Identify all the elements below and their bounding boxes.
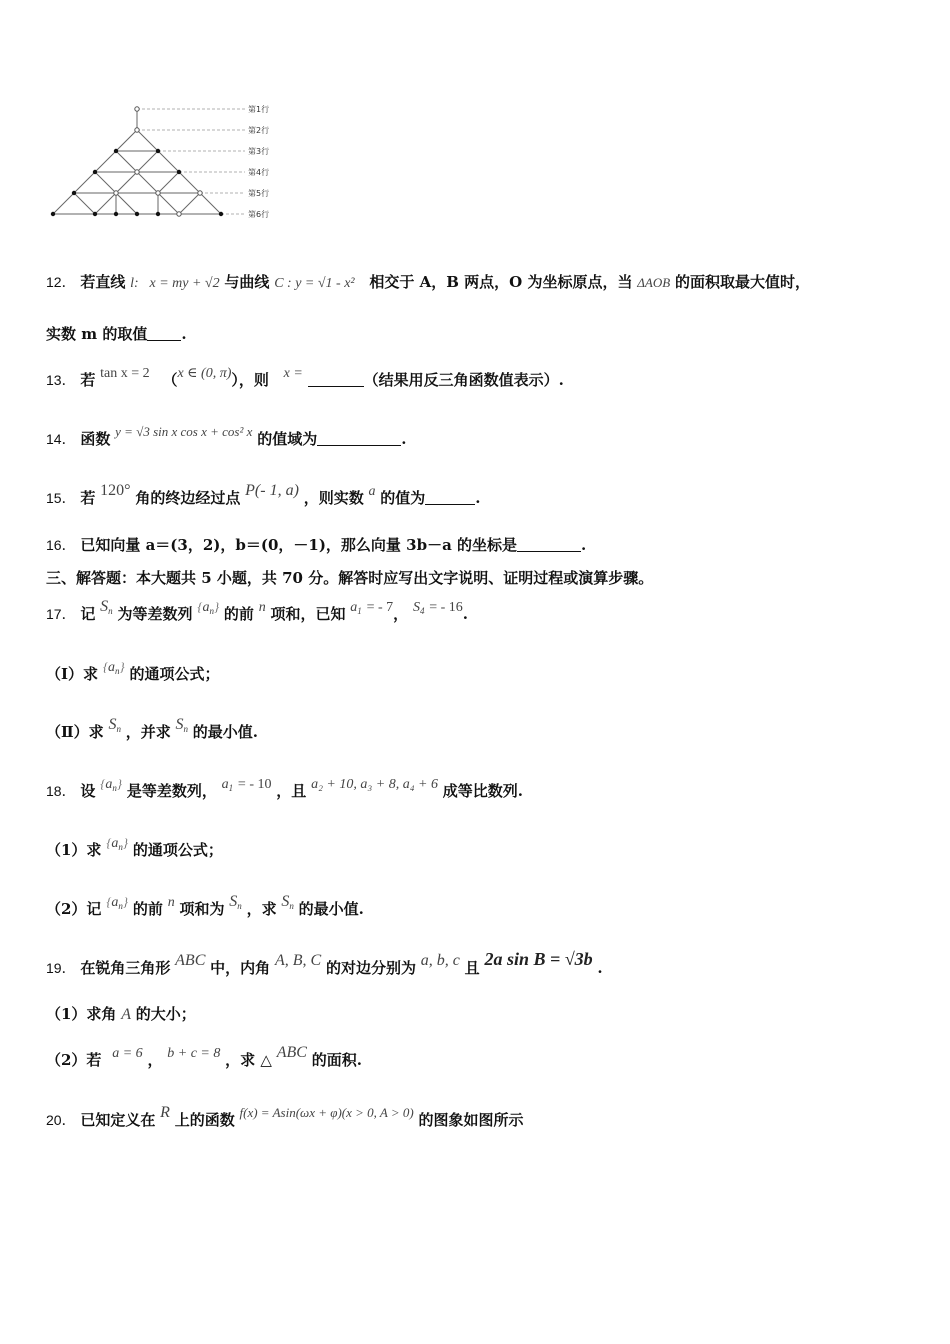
question-12-cont: 实数 m 的取值 .: [46, 325, 187, 343]
question-19-part-2: （2）若 a = 6 ， b + c = 8 ，求 △ ABC 的面积.: [46, 1044, 362, 1069]
question-19-part-1: （1）求角 A 的大小；: [46, 1005, 196, 1023]
triangle-lattice-figure: [40, 100, 280, 220]
question-13: 13． 若 tan x = 2 （x ∈ (0, π)），则 x = （结果用反三角函数值表示）.: [46, 366, 564, 389]
row-label-3: 第3行: [248, 147, 270, 156]
lattice-lines: [53, 109, 221, 214]
question-18-part-1: （1）求 $\{a_n\}$ 的通项公式；: [46, 835, 223, 859]
line-equation: x = my + √2: [149, 276, 220, 291]
point-p: P(- 1, a): [245, 482, 299, 499]
question-19: 19． 在锐角三角形 ABC 中，内角 A, B, C 的对边分别为 a, b, c 且 2a sin B = √3b .: [46, 949, 603, 977]
question-20: 20． 已知定义在 R 上的函数 f(x) = Asin(ωx + φ)(x > 0, A > 0) 的图象如图所示: [46, 1104, 524, 1129]
function-expression: y = √3 sin x cos x + cos² x: [115, 424, 253, 439]
answer-blank-16: [517, 537, 581, 552]
question-17-part-2: （Ⅱ）求 $S_n$ ，并求 $S_n$ 的最小值.: [46, 716, 259, 741]
question-17-part-1: （Ⅰ）求 $\{a_n\}$ 的通项公式；: [46, 659, 220, 683]
answer-blank-15: [425, 490, 475, 505]
answer-blank-13: [308, 372, 364, 387]
sinusoid-function: f(x) = Asin(ωx + φ)(x > 0, A > 0): [239, 1105, 414, 1120]
question-18-part-2: （2）记 $\{a_n\}$ 的前 n 项和为 $S_n$ ，求 $S_n$ 的最小值.: [46, 893, 364, 918]
line-l-label: l:: [130, 276, 139, 291]
question-15: 15． 若 120° 角的终边经过点 P(- 1, a) ，则实数 a 的值为 .: [46, 482, 481, 507]
domain-condition: x ∈ (0, π): [177, 366, 232, 381]
geometric-sequence-terms: a₂ + 10, a₃ + 8, a₄ + 6: [311, 777, 439, 792]
tan-condition: tan x = 2: [100, 366, 150, 381]
question-17: 17． 记 $S_n$ 为等差数列 $\{a_n\}$ 的前 n 项和，已知 $a_1$ = - 7， $S_4$ = - 16.: [46, 598, 469, 623]
x-equals: x =: [283, 366, 303, 381]
row-guide-lines: [137, 109, 245, 214]
row-label-4: 第4行: [248, 168, 270, 177]
sine-equation: 2a sin B = √3b: [484, 949, 593, 969]
row-label-2: 第2行: [248, 126, 270, 135]
answer-blank-14: [317, 431, 401, 446]
triangle-aob: ΔAOB: [637, 275, 671, 290]
question-12: 12． 若直线 l: x = my + √2 与曲线 C : y = √1 - x² 相交于 A，B 两点，O 为坐标原点，当 ΔAOB 的面积取最大值时，: [46, 273, 810, 291]
angle-120: 120°: [100, 482, 131, 499]
curve-equation: C : y = √1 - x²: [274, 276, 355, 291]
row-label-6: 第6行: [248, 210, 270, 219]
question-14: 14． 函数 y = √3 sin x cos x + cos² x 的值域为 .: [46, 424, 407, 448]
section-3-heading: 三、解答题：本大题共 5 小题，共 70 分。解答时应写出文字说明、证明过程或演算步骤。: [46, 569, 654, 587]
question-16: 16． 已知向量 a＝(3，2)，b＝(0，－1)，那么向量 3b－a 的坐标是 .: [46, 536, 587, 554]
row-label-5: 第5行: [248, 189, 270, 198]
question-18: 18． 设 $\{a_n\}$ 是等差数列， $a_1$ = - 10 ，且 a₂ + 10, a₃ + 8, a₄ + 6 成等比数列.: [46, 776, 524, 800]
row-label-1: 第1行: [248, 105, 270, 114]
answer-blank-12: [147, 326, 181, 341]
